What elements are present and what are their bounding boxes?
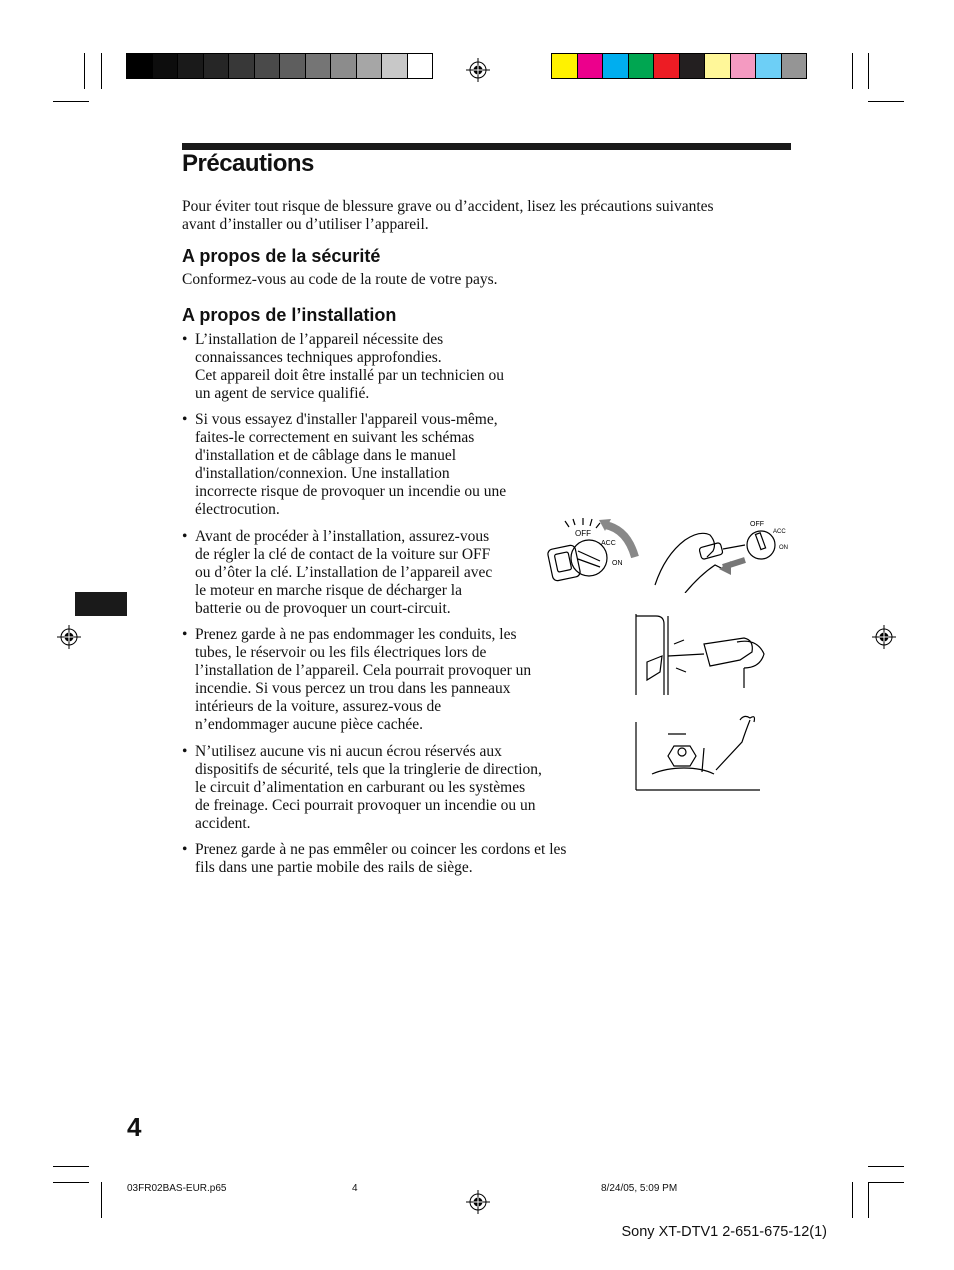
bolt-illustration: [632, 712, 762, 792]
color-swatch: [306, 54, 332, 78]
ignition-key-illustration: [545, 515, 645, 590]
key-removal-illustration: [645, 515, 795, 593]
list-item: • Prenez garde à ne pas endommager les conduits, les tubes, le réservoir ou les fils électriques lors de l’installation de l’appareil. Cela pourrait provoquer un incendie. Si vous percez un trou dans les panneaux intérieurs de la voiture, assurez-vous de n’endommager aucune pièce cachée.: [182, 626, 532, 733]
color-swatch: [578, 54, 604, 78]
color-swatch: [204, 54, 230, 78]
footer-model: Sony XT-DTV1 2-651-675-12(1): [621, 1224, 827, 1240]
off-label: OFF: [575, 529, 591, 538]
color-swatch: [756, 54, 782, 78]
color-swatch: [731, 54, 757, 78]
color-swatch: [255, 54, 281, 78]
color-swatch: [178, 54, 204, 78]
color-swatch: [331, 54, 357, 78]
color-swatch: [654, 54, 680, 78]
color-swatch: [382, 54, 408, 78]
drill-illustration: [632, 610, 767, 698]
color-swatch: [782, 54, 807, 78]
registration-mark-icon: [466, 58, 490, 82]
acc-label: ACC: [773, 529, 786, 535]
color-swatch: [127, 54, 153, 78]
color-swatch: [408, 54, 433, 78]
header-rule: [182, 143, 791, 150]
section-heading-safety: A propos de la sécurité: [182, 246, 381, 266]
list-item: • N’utilisez aucune vis ni aucun écrou réservés aux dispositifs de sécurité, tels que la tringlerie de direction, le circuit d’alimentation en carburant ou les systèmes de freinage. Ceci pourrait provoquer un incendie ou un accident.: [182, 743, 542, 832]
list-item: • Avant de procéder à l’installation, assurez-vous de régler la clé de contact de la voiture sur OFF ou d’ôter la clé. L’installation de l’appareil avec le moteur en marche risque de décharger la batterie ou de provoquer un court-circuit.: [182, 528, 493, 617]
color-calibration-bar: [551, 53, 807, 79]
safety-text: Conformez-vous au code de la route de votre pays.: [182, 271, 498, 288]
page-title: Précautions: [182, 150, 314, 177]
color-swatch: [603, 54, 629, 78]
color-swatch: [153, 54, 179, 78]
color-swatch: [705, 54, 731, 78]
registration-mark-icon: [872, 625, 896, 649]
footer-page: 4: [352, 1183, 358, 1194]
off-label: OFF: [750, 521, 764, 528]
color-swatch: [629, 54, 655, 78]
on-label: ON: [612, 560, 623, 567]
grayscale-calibration-bar: [126, 53, 433, 79]
list-item: • Prenez garde à ne pas emmêler ou coincer les cordons et les fils dans une partie mobile des rails de siège.: [182, 841, 567, 876]
color-swatch: [552, 54, 578, 78]
language-tab: [75, 592, 127, 616]
section-heading-installation: A propos de l’installation: [182, 305, 397, 325]
color-swatch: [357, 54, 383, 78]
intro-paragraph: Pour éviter tout risque de blessure grave ou d’accident, lisez les précautions suivantes avant d’installer ou d’utiliser l’appareil.: [182, 198, 714, 233]
color-swatch: [280, 54, 306, 78]
color-swatch: [229, 54, 255, 78]
list-item: • L’installation de l’appareil nécessite des connaissances techniques approfondies. Cet appareil doit être installé par un technicien ou un agent de service qualifié.: [182, 331, 505, 402]
on-label: ON: [779, 545, 788, 551]
registration-mark-icon: [466, 1190, 490, 1214]
page-number: 4: [127, 1112, 142, 1142]
registration-mark-icon: [57, 625, 81, 649]
list-item: • Si vous essayez d'installer l'appareil vous-même, faites-le correctement en suivant les schémas d'installation et de câblage dans le manuel d'installation/connexion. Une installation incorrecte risque de provoquer un incendie ou une électrocution.: [182, 411, 507, 518]
footer-date: 8/24/05, 5:09 PM: [601, 1183, 678, 1194]
color-swatch: [680, 54, 706, 78]
acc-label: ACC: [601, 540, 616, 547]
footer-filename: 03FR02BAS-EUR.p65: [127, 1183, 227, 1194]
